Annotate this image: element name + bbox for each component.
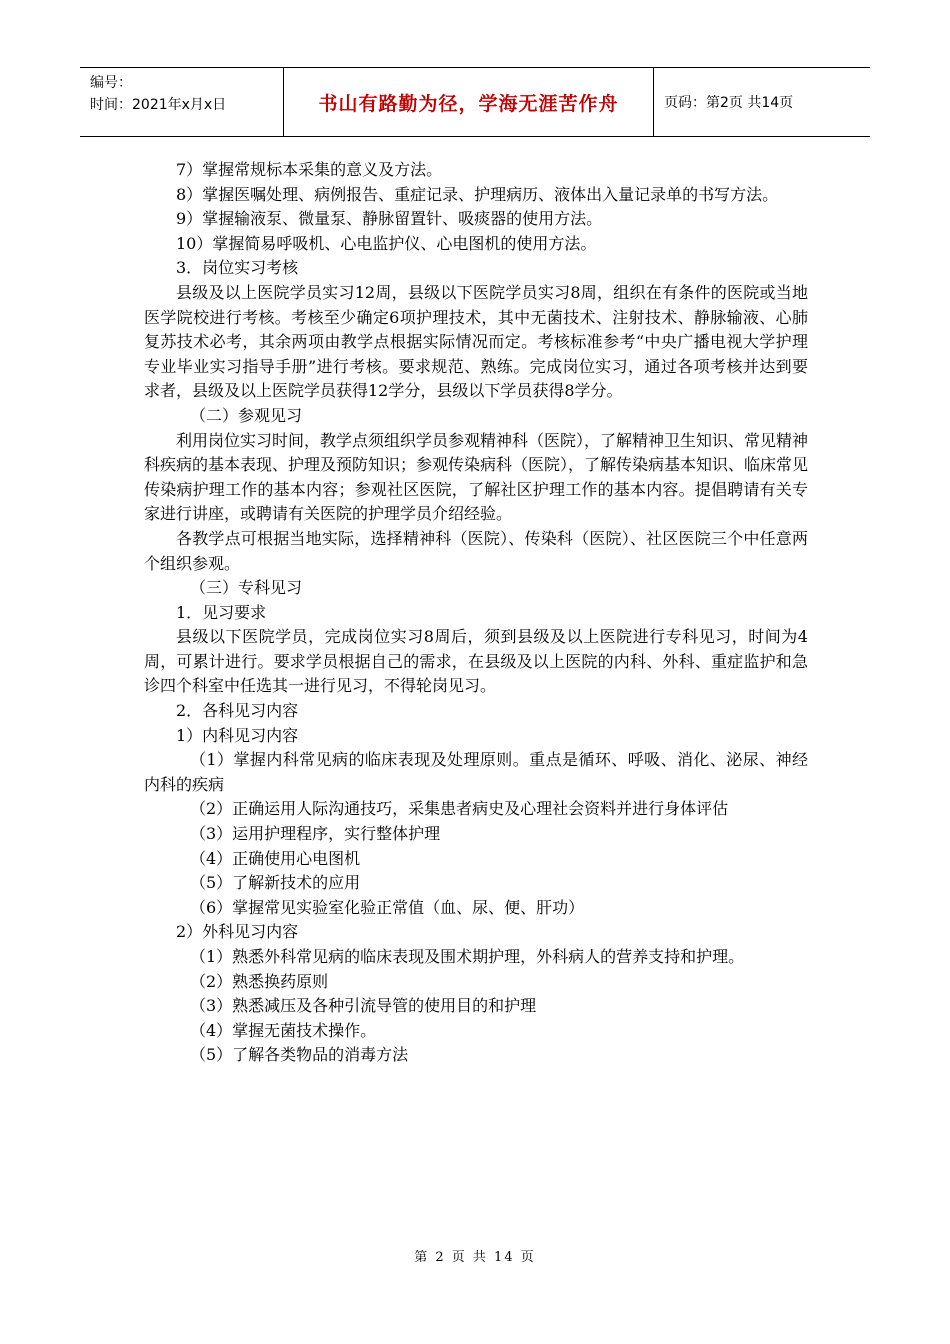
header-meta [80,68,284,136]
header-page-code: 页码：第2页 共14页 [664,95,794,111]
list-item: （1）熟悉外科常见病的临床表现及围术期护理，外科病人的营养支持和护理。 [190,947,745,966]
list-item: （2）正确运用人际沟通技巧，采集患者病史及心理社会资料并进行身体评估 [190,799,729,819]
header-motto: 书山有路勤为径，学海无涯苦作舟 [284,68,654,136]
body-paragraph: 县级以下医院学员，完成岗位实习8周后，须到县级及以上医院进行专科见习，时间为4周，可累计进行。要求学员根据自己的需求，在县级及以上医院的内科、外科、重症监护和急诊四个科室中任选其一进行见习，不得轮岗见习。 [144,627,808,696]
list-item: 10）掌握简易呼吸机、心电监护仪、心电图机的使用方法。 [176,233,597,253]
list-item: （6）掌握常见实验室化验正常值（血、尿、便、肝功） [190,897,585,917]
list-item: （5）了解各类物品的消毒方法 [190,1045,409,1065]
page-footer: 第 2 页 共 14 页 [414,1250,536,1265]
section-heading: 2．各科见习内容 [176,701,299,721]
list-item: （1）掌握内科常见病的临床表现及处理原则。重点是循环、呼吸、消化、泌尿、神经内科的疾病 [144,750,808,794]
list-item: （4）掌握无菌技术操作。 [190,1020,377,1040]
list-item: （5）了解新技术的应用 [190,873,361,893]
section-heading: 3．岗位实习考核 [176,258,299,278]
document-body [144,158,808,1068]
list-item: （3）熟悉减压及各种引流导管的使用目的和护理 [190,996,537,1016]
body-paragraph: 县级及以上医院学员实习12周，县级以下医院学员实习8周，组织在有条件的医院或当地医学院校进行考核。考核至少确定6项护理技术，其中无菌技术、注射技术、静脉输液、心肺复苏技术必考，其余两项由教学点根据实际情况而定。考核标准参考“中央广播电视大学护理专业毕业实习指导手册”进行考核。要求规范、熟练。完成岗位实习，通过各项考核并达到要求者，县级及以上医院学员获得12学分，县级以下学员获得8学分。 [144,282,808,401]
body-paragraph: 利用岗位实习时间，教学点须组织学员参观精神科（医院），了解精神卫生知识、常见精神科疾病的基本表现、护理及预防知识；参观传染病科（医院），了解传染病基本知识、临床常见传染病护理工作的基本内容；参观社区医院，了解社区护理工作的基本内容。提倡聘请有关专家进行讲座，或聘请有关医院的护理学员介绍经验。 [144,430,809,524]
list-item: 8）掌握医嘱处理、病例报告、重症记录、护理病历、液体出入量记录单的书写方法。 [176,184,779,204]
page-header [80,67,870,137]
list-item: 9）掌握输液泵、微量泵、静脉留置针、吸痰器的使用方法。 [176,209,603,229]
body-paragraph: 各教学点可根据当地实际，选择精神科（医院）、传染科（医院）、社区医院三个中任意两个组织参观。 [144,528,808,573]
list-item: 7）掌握常规标本采集的意义及方法。 [176,160,443,179]
document-time-label: 时间：2021年x月x日 [90,97,227,113]
list-item: （4）正确使用心电图机 [190,848,361,868]
section-heading: 1．见习要求 [176,602,267,622]
section-heading: 2）外科见习内容 [176,922,299,942]
document-number-label: 编号： [90,75,132,91]
section-heading: （三）专科见习 [190,578,303,598]
list-item: （3）运用护理程序，实行整体护理 [190,824,441,844]
section-heading: 1）内科见习内容 [176,725,299,745]
section-heading: （二）参观见习 [190,405,303,425]
list-item: （2）熟悉换药原则 [190,971,329,991]
